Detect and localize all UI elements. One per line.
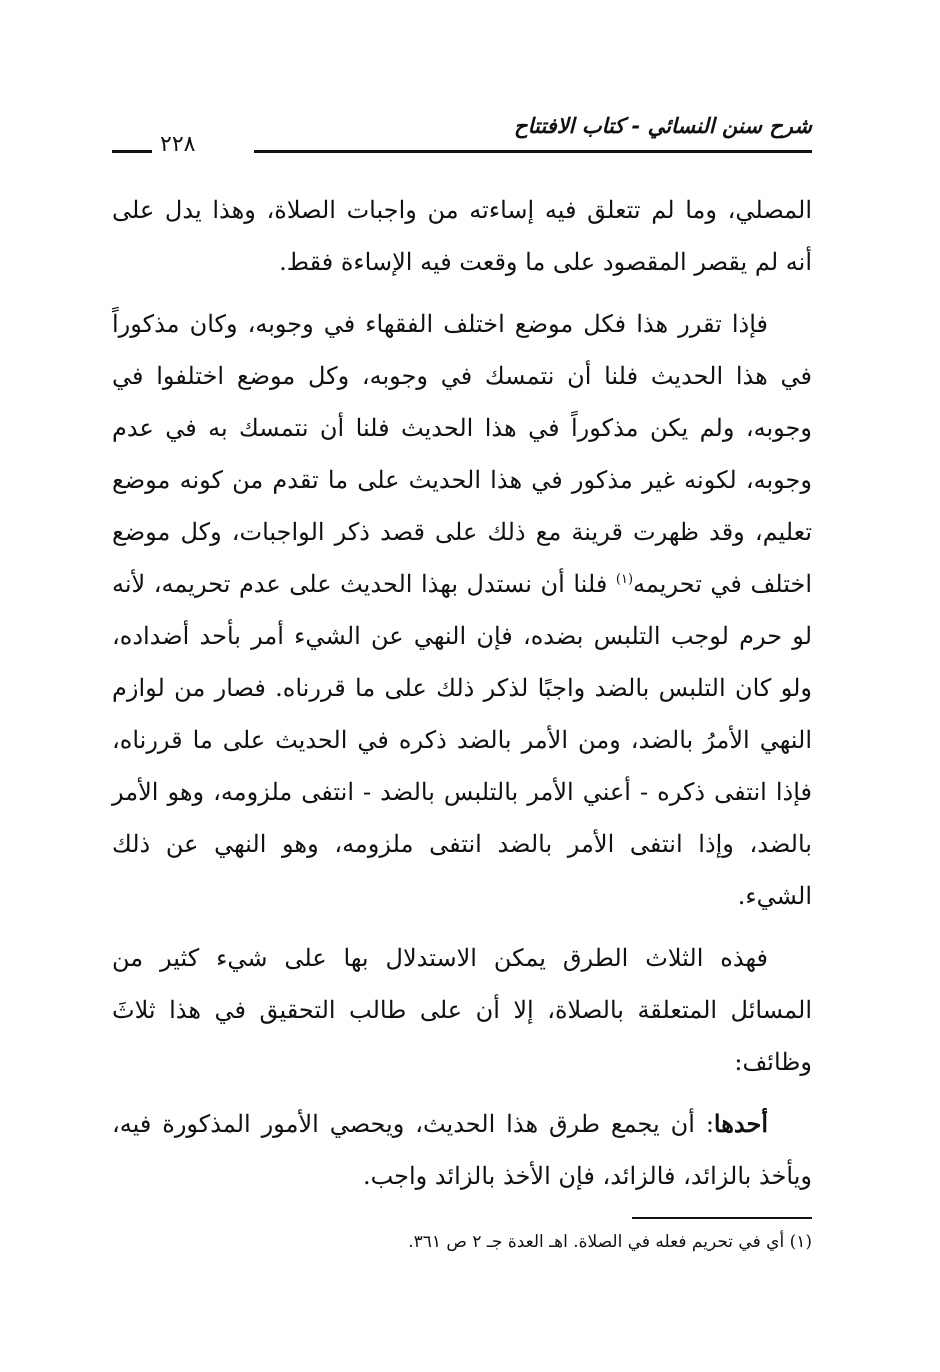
page-number-dash [112,150,152,153]
footnote-reference: (١) [615,572,634,587]
footnote-mark: (١) [789,1232,812,1252]
paragraph-1-text: المصلي، وما لم تتعلق فيه إساءته من واجبات الصلاة، وهذا يدل على أنه لم يقصر المقصود على ما وقعت فيه الإساءة فقط. [112,196,812,276]
paragraph-1 [112,184,812,288]
running-header [112,112,812,156]
paragraph-4-lead: أحدها [713,1109,768,1138]
paragraph-2-text: فإذا تقرر هذا فكل موضع اختلف الفقهاء في وجوبه، وكان مذكوراً في هذا الحديث فلنا أن نتمسك في وجوبه، وكل موضع اختلفوا في وجوبه، ولم يكن مذكوراً في هذا الحديث فلنا أن نتمسك به في عدم وجوبه، لكونه غير مذكور في هذا الحديث على ما تقدم من كونه موضع تعليم، وقد ظهرت قرينة مع ذلك على قصد ذكر الواجبات، وكل موضع اختلف في تحريمه [112,310,813,598]
header-rule [254,150,812,153]
footnote-rule [632,1217,812,1219]
page-number: ٢٢٨ [160,132,196,157]
paragraph-2 [112,298,812,922]
paragraph-3-text: فهذه الثلاث الطرق يمكن الاستدلال بها على شيء كثير من المسائل المتعلقة بالصلاة، إلا أن على طالب التحقيق في هذا ثلاثَ وظائف: [112,944,812,1076]
paragraph-2-text-continued: فلنا أن نستدل بهذا الحديث على عدم تحريمه، لأنه لو حرم لوجب التلبس بضده، فإن النهي عن الشيء أمر بأحد أضداده، ولو كان التلبس بالضد واجبًا لذكر ذلك على ما قررناه. فصار من لوازم النهي الأمرُ بالضد، ومن الأمر بالضد ذكره في الحديث على ما قررناه، فإذا انتفى ذكره - أعني الأمر بالتلبس بالضد - انتفى ملزومه، وهو الأمر بالضد، وإذا انتفى الأمر بالضد انتفى ملزومه، وهو النهي عن ذلك الشيء. [112,570,813,910]
main-text [112,184,812,1202]
book-title: شرح سنن النسائي - كتاب الافتتاح [514,114,812,138]
paragraph-4 [112,1098,812,1202]
paragraph-3 [112,932,812,1088]
footnote-text: أي في تحريم فعله في الصلاة. اهـ العدة جـ ٢ ص ٣٦١. [408,1232,785,1252]
paragraph-4-text: : أن يجمع طرق هذا الحديث، ويحصي الأمور المذكورة فيه، ويأخذ بالزائد، فالزائد، فإن الأخذ بالزائد واجب. [112,1110,812,1190]
footnote [300,1228,812,1256]
